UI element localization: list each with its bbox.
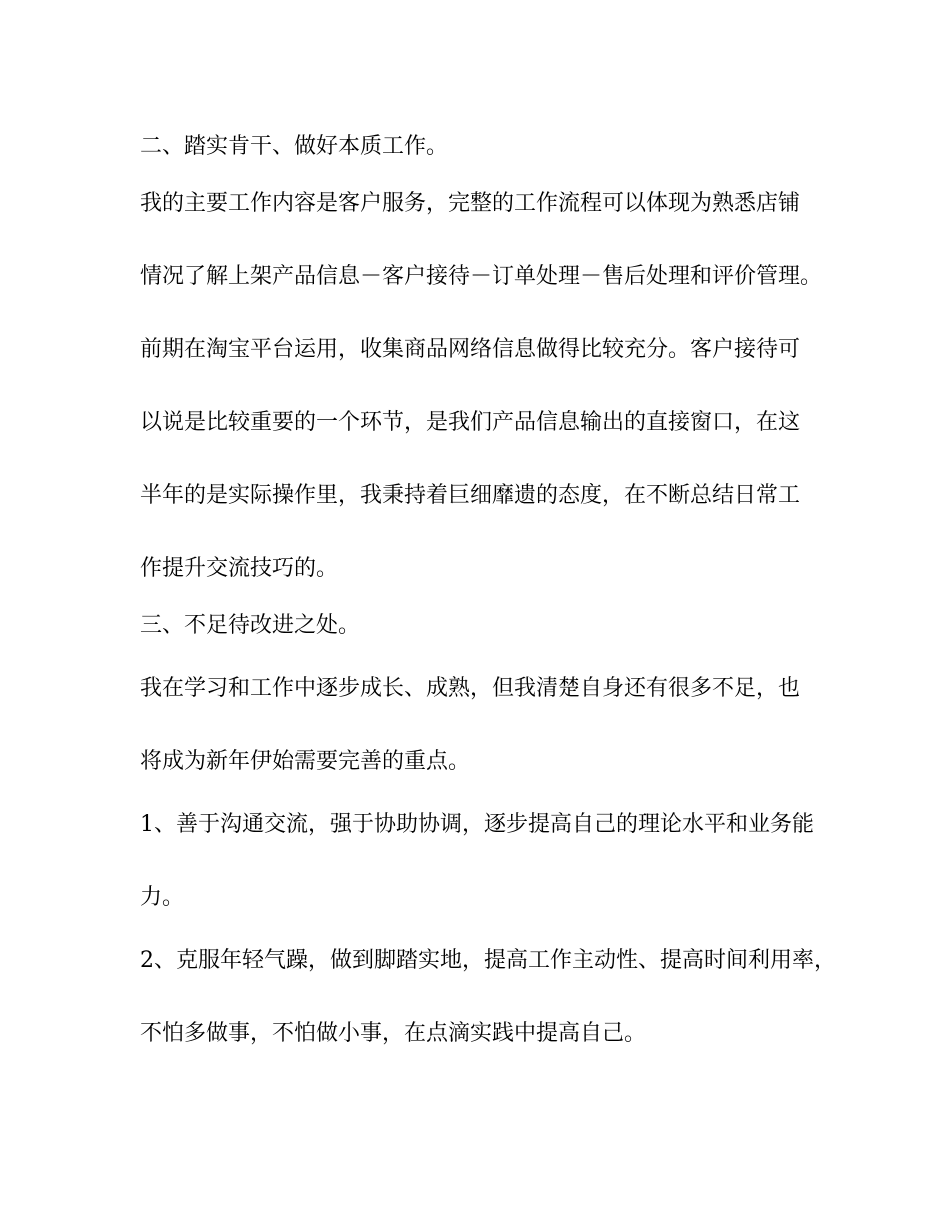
list-item-1: 1、善于沟通交流，强于协助协调，逐步提高自己的理论水平和业务能 [140, 812, 814, 837]
list-item-2: 2、克服年轻气躁，做到脚踏实地，提高工作主动性、提高时间利用率， [140, 948, 836, 973]
list-item-1-continued: 力。 [140, 885, 185, 910]
section-heading-3: 三、不足待改进之处。 [140, 613, 361, 638]
paragraph-line: 我的主要工作内容是客户服务，完整的工作流程可以体现为熟悉店铺 [140, 191, 801, 216]
list-item-2-continued: 不怕多做事，不怕做小事，在点滴实践中提高自己。 [140, 1021, 647, 1046]
paragraph-line: 我在学习和工作中逐步成长、成熟，但我清楚自身还有很多不足，也 [140, 676, 801, 701]
paragraph-line: 前期在淘宝平台运用，收集商品网络信息做得比较充分。客户接待可 [140, 337, 801, 362]
section-heading-2: 二、踏实肯干、做好本质工作。 [140, 134, 449, 159]
paragraph-line: 作提升交流技巧的。 [140, 556, 339, 581]
paragraph-line: 半年的是实际操作里，我秉持着巨细靡遗的态度，在不断总结日常工 [140, 483, 801, 508]
paragraph-line: 情况了解上架产品信息－客户接待－订单处理－售后处理和评价管理。 [140, 264, 823, 289]
paragraph-line: 将成为新年伊始需要完善的重点。 [140, 749, 471, 774]
paragraph-line: 以说是比较重要的一个环节，是我们产品信息输出的直接窗口，在这 [140, 410, 801, 435]
